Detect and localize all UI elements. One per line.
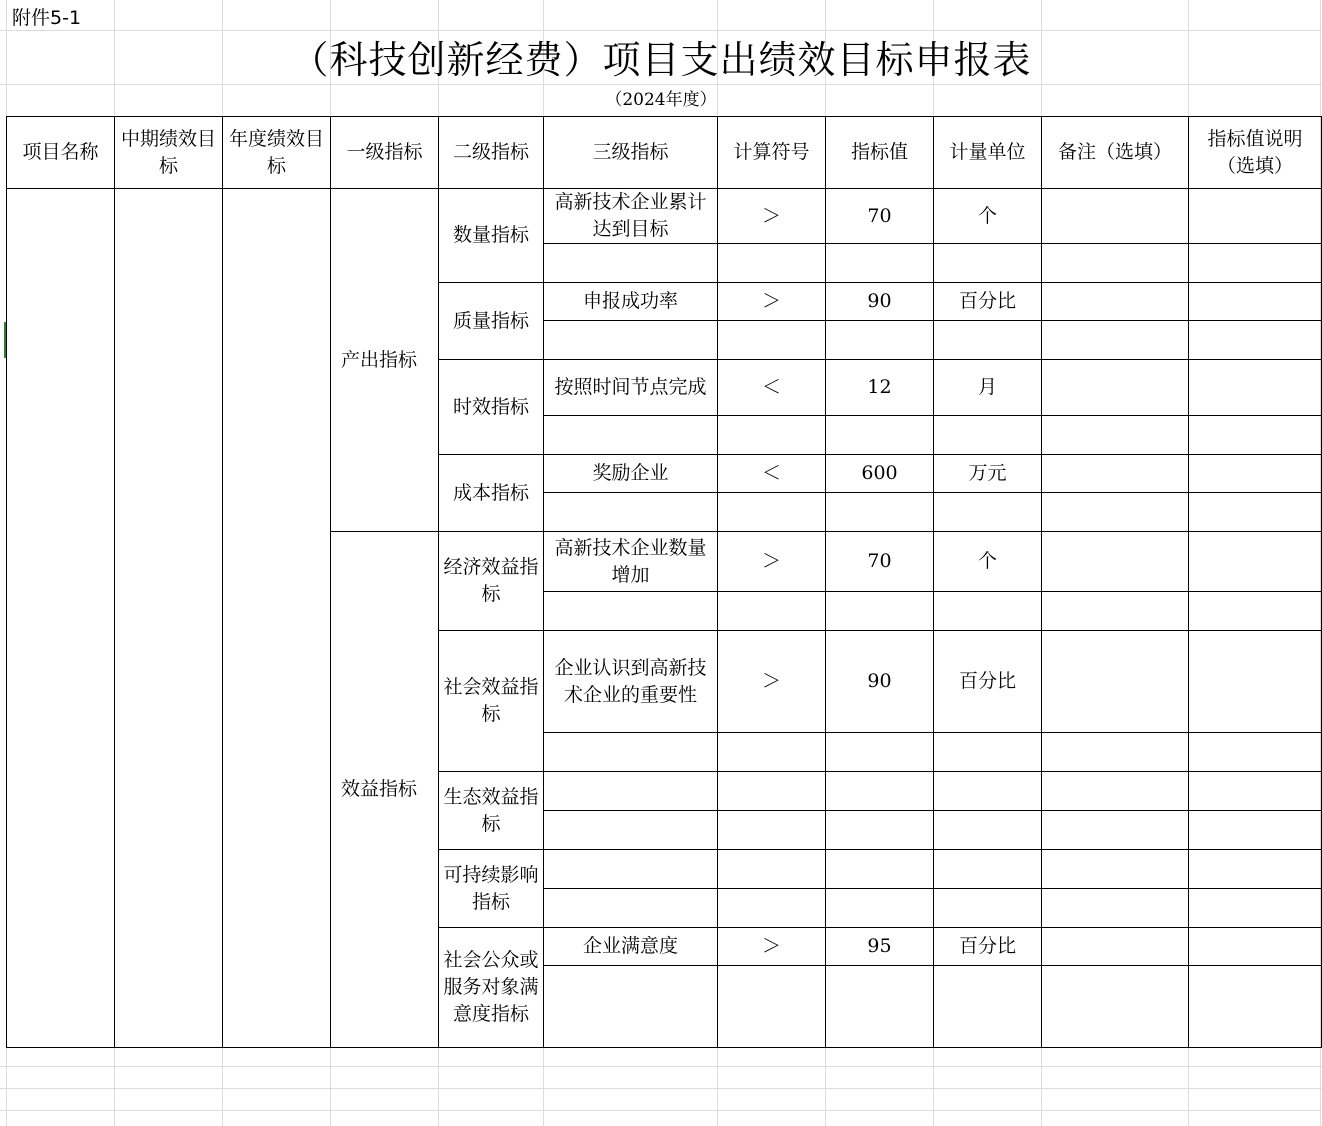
value-social[interactable]: 90 [826, 631, 934, 733]
indicator-satisfaction[interactable]: 企业满意度 [544, 928, 718, 966]
indicator-social[interactable]: 企业认识到高新技术企业的重要性 [544, 631, 718, 733]
empty-cell[interactable] [934, 493, 1042, 532]
value-cost[interactable]: 600 [826, 455, 934, 493]
empty-cell[interactable] [826, 966, 934, 1048]
empty-cell[interactable] [1042, 733, 1189, 772]
empty-cell[interactable] [1189, 244, 1322, 283]
level2-quantity[interactable]: 数量指标 [439, 189, 544, 283]
indicator-quality[interactable]: 申报成功率 [544, 283, 718, 321]
header-level3[interactable]: 三级指标 [544, 117, 718, 189]
operator-satisfaction[interactable]: ＞ [718, 928, 826, 966]
value-quantity[interactable]: 70 [826, 189, 934, 244]
empty-cell[interactable] [934, 889, 1042, 928]
header-remark[interactable]: 备注（选填） [1042, 117, 1189, 189]
empty-cell[interactable] [826, 772, 934, 811]
annual-goal-cell[interactable] [223, 189, 331, 1048]
empty-cell[interactable] [826, 889, 934, 928]
empty-cell[interactable] [1189, 889, 1322, 928]
unit-social[interactable]: 百分比 [934, 631, 1042, 733]
value-note-cell[interactable] [1189, 189, 1322, 244]
empty-cell[interactable] [1042, 966, 1189, 1048]
level2-quality[interactable]: 质量指标 [439, 283, 544, 360]
empty-cell[interactable] [1042, 321, 1189, 360]
empty-cell[interactable] [718, 850, 826, 889]
empty-cell[interactable] [1042, 889, 1189, 928]
empty-cell[interactable] [544, 493, 718, 532]
empty-cell[interactable] [934, 966, 1042, 1048]
remark-cell[interactable] [1042, 189, 1189, 244]
empty-cell[interactable] [1189, 811, 1322, 850]
header-value-note[interactable]: 指标值说明（选填） [1189, 117, 1322, 189]
level1-output[interactable]: 产出指标 [331, 189, 439, 532]
operator-cost[interactable]: ＜ [718, 455, 826, 493]
empty-cell[interactable] [1042, 592, 1189, 631]
empty-cell[interactable] [1042, 244, 1189, 283]
page-title: （科技创新经费）项目支出绩效目标申报表 [290, 38, 1032, 82]
value-note-cell[interactable] [1189, 455, 1322, 493]
empty-cell[interactable] [544, 811, 718, 850]
value-note-cell[interactable] [1189, 631, 1322, 733]
empty-cell[interactable] [1042, 850, 1189, 889]
unit-economic[interactable]: 个 [934, 532, 1042, 592]
remark-cell[interactable] [1042, 928, 1189, 966]
empty-cell[interactable] [544, 244, 718, 283]
empty-cell[interactable] [544, 321, 718, 360]
header-annual-goal[interactable]: 年度绩效目标 [223, 117, 331, 189]
empty-cell[interactable] [826, 321, 934, 360]
unit-quantity[interactable]: 个 [934, 189, 1042, 244]
operator-timeliness[interactable]: ＜ [718, 360, 826, 416]
empty-cell[interactable] [1042, 811, 1189, 850]
empty-cell[interactable] [934, 733, 1042, 772]
unit-cost[interactable]: 万元 [934, 455, 1042, 493]
empty-cell[interactable] [1189, 733, 1322, 772]
header-row [7, 117, 1322, 189]
empty-cell[interactable] [826, 493, 934, 532]
empty-cell[interactable] [544, 416, 718, 455]
empty-cell[interactable] [1189, 493, 1322, 532]
empty-cell[interactable] [544, 850, 718, 889]
empty-cell[interactable] [718, 811, 826, 850]
level2-timeliness[interactable]: 时效指标 [439, 360, 544, 455]
value-note-cell[interactable] [1189, 928, 1322, 966]
header-operator[interactable]: 计算符号 [718, 117, 826, 189]
level2-ecological[interactable]: 生态效益指标 [439, 772, 544, 850]
level2-economic[interactable]: 经济效益指标 [439, 532, 544, 631]
empty-cell[interactable] [718, 966, 826, 1048]
empty-cell[interactable] [718, 321, 826, 360]
empty-cell[interactable] [934, 592, 1042, 631]
unit-quality[interactable]: 百分比 [934, 283, 1042, 321]
level2-cost[interactable]: 成本指标 [439, 455, 544, 532]
value-note-cell[interactable] [1189, 532, 1322, 592]
empty-cell[interactable] [826, 733, 934, 772]
empty-cell[interactable] [934, 850, 1042, 889]
indicator-cost[interactable]: 奖励企业 [544, 455, 718, 493]
remark-cell[interactable] [1042, 455, 1189, 493]
empty-cell[interactable] [826, 244, 934, 283]
indicator-timeliness[interactable]: 按照时间节点完成 [544, 360, 718, 416]
empty-cell[interactable] [934, 811, 1042, 850]
empty-cell[interactable] [718, 772, 826, 811]
level2-social[interactable]: 社会效益指标 [439, 631, 544, 772]
operator-quality[interactable]: ＞ [718, 283, 826, 321]
remark-cell[interactable] [1042, 360, 1189, 416]
value-timeliness[interactable]: 12 [826, 360, 934, 416]
remark-cell[interactable] [1042, 283, 1189, 321]
empty-cell[interactable] [544, 592, 718, 631]
table-row [7, 189, 1322, 244]
header-midterm-goal[interactable]: 中期绩效目标 [115, 117, 223, 189]
empty-cell[interactable] [1042, 416, 1189, 455]
page-subtitle: （2024年度） [605, 90, 717, 110]
empty-cell[interactable] [544, 733, 718, 772]
empty-cell[interactable] [718, 244, 826, 283]
indicator-quantity[interactable]: 高新技术企业累计达到目标 [544, 189, 718, 244]
level1-benefit[interactable]: 效益指标 [331, 532, 439, 1048]
unit-timeliness[interactable]: 月 [934, 360, 1042, 416]
empty-cell[interactable] [1189, 966, 1322, 1048]
empty-cell[interactable] [718, 416, 826, 455]
empty-cell[interactable] [826, 811, 934, 850]
value-note-cell[interactable] [1189, 360, 1322, 416]
header-unit[interactable]: 计量单位 [934, 117, 1042, 189]
header-value[interactable]: 指标值 [826, 117, 934, 189]
empty-cell[interactable] [718, 493, 826, 532]
empty-cell[interactable] [718, 592, 826, 631]
empty-cell[interactable] [826, 850, 934, 889]
empty-cell[interactable] [934, 244, 1042, 283]
empty-cell[interactable] [544, 772, 718, 811]
value-satisfaction[interactable]: 95 [826, 928, 934, 966]
empty-cell[interactable] [1189, 321, 1322, 360]
level2-sustainable[interactable]: 可持续影响指标 [439, 850, 544, 928]
operator-social[interactable]: ＞ [718, 631, 826, 733]
unit-satisfaction[interactable]: 百分比 [934, 928, 1042, 966]
empty-cell[interactable] [1189, 850, 1322, 889]
empty-cell[interactable] [544, 889, 718, 928]
operator-quantity[interactable]: ＞ [718, 189, 826, 244]
remark-cell[interactable] [1042, 631, 1189, 733]
value-note-cell[interactable] [1189, 283, 1322, 321]
value-economic[interactable]: 70 [826, 532, 934, 592]
empty-cell[interactable] [826, 592, 934, 631]
empty-cell[interactable] [934, 772, 1042, 811]
remark-cell[interactable] [1042, 532, 1189, 592]
empty-cell[interactable] [1042, 772, 1189, 811]
empty-cell[interactable] [934, 416, 1042, 455]
empty-cell[interactable] [934, 321, 1042, 360]
value-quality[interactable]: 90 [826, 283, 934, 321]
level2-satisfaction[interactable]: 社会公众或服务对象满意度指标 [439, 928, 544, 1048]
empty-cell[interactable] [1042, 493, 1189, 532]
empty-cell[interactable] [1189, 592, 1322, 631]
empty-cell[interactable] [718, 889, 826, 928]
empty-cell[interactable] [1189, 416, 1322, 455]
performance-target-table [6, 116, 1322, 1048]
project-name-cell[interactable] [7, 189, 115, 1048]
midterm-goal-cell[interactable] [115, 189, 223, 1048]
header-level2[interactable]: 二级指标 [439, 117, 544, 189]
operator-economic[interactable]: ＞ [718, 532, 826, 592]
attachment-label: 附件5-1 [12, 7, 82, 29]
header-level1[interactable]: 一级指标 [331, 117, 439, 189]
empty-cell[interactable] [1189, 772, 1322, 811]
empty-cell[interactable] [544, 966, 718, 1048]
header-project-name[interactable]: 项目名称 [7, 117, 115, 189]
indicator-economic[interactable]: 高新技术企业数量增加 [544, 532, 718, 592]
empty-cell[interactable] [718, 733, 826, 772]
empty-cell[interactable] [826, 416, 934, 455]
